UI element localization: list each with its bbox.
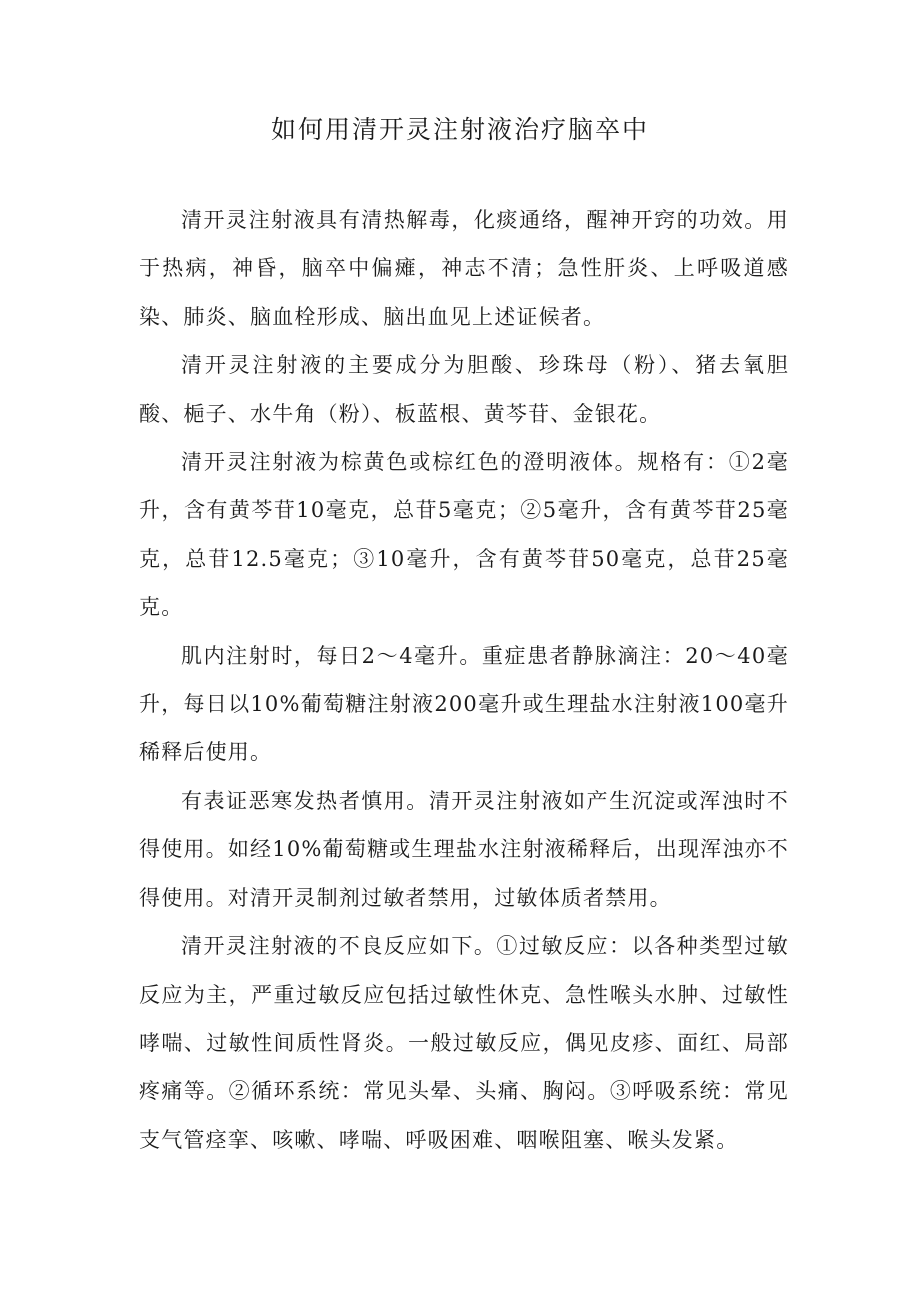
paragraph-efficacy: 清开灵注射液具有清热解毒，化痰通络，醒神开窍的功效。用于热病，神昏，脑卒中偏瘫，神志不清；急性肝炎、上呼吸道感染、肺炎、脑血栓形成、脑出血见上述证候者。 bbox=[139, 208, 789, 329]
paragraph-ingredients: 清开灵注射液的主要成分为胆酸、珍珠母（粉）、猪去氧胆酸、梔子、水牛角（粉）、板蓝根、黄芩苷、金银花。 bbox=[139, 353, 789, 426]
document-title: 如何用清开灵注射液治疗脑卒中 bbox=[270, 115, 649, 144]
document-body bbox=[139, 196, 789, 1164]
paragraph-precautions: 有表证恶寒发热者慎用。清开灵注射液如产生沉淀或浑浊时不得使用。如经10%葡萄糖或生理盐水注射液稀释后，出现浑浊亦不得使用。对清开灵制剂过敏者禁用，过敏体质者禁用。 bbox=[139, 788, 789, 910]
paragraph-dosage: 肌内注射时，每日2～4毫升。重症患者静脉滴注：20～40毫升，每日以10%葡萄糖注射液200毫升或生理盐水注射液100毫升稀释后使用。 bbox=[139, 643, 789, 765]
paragraph-specifications: 清开灵注射液为棕黄色或棕红色的澄明液体。规格有：①2毫升，含有黄芩苷10毫克，总苷5毫克；②5毫升，含有黄芩苷25毫克，总苷12.5毫克；③10毫升，含有黄芩苷50毫克，总苷25毫克。 bbox=[139, 450, 789, 620]
paragraph-adverse-reactions: 清开灵注射液的不良反应如下。①过敏反应：以各种类型过敏反应为主，严重过敏反应包括过敏性休克、急性喉头水肿、过敏性哮喘、过敏性间质性肾炎。一般过敏反应，偶见皮疹、面红、局部疼痛等。②循环系统：常见头晕、头痛、胸闷。③呼吸系统：常见支气管痉挛、咳嗽、哮喘、呼吸困难、咽喉阻塞、喉头发紧。 bbox=[139, 934, 789, 1152]
